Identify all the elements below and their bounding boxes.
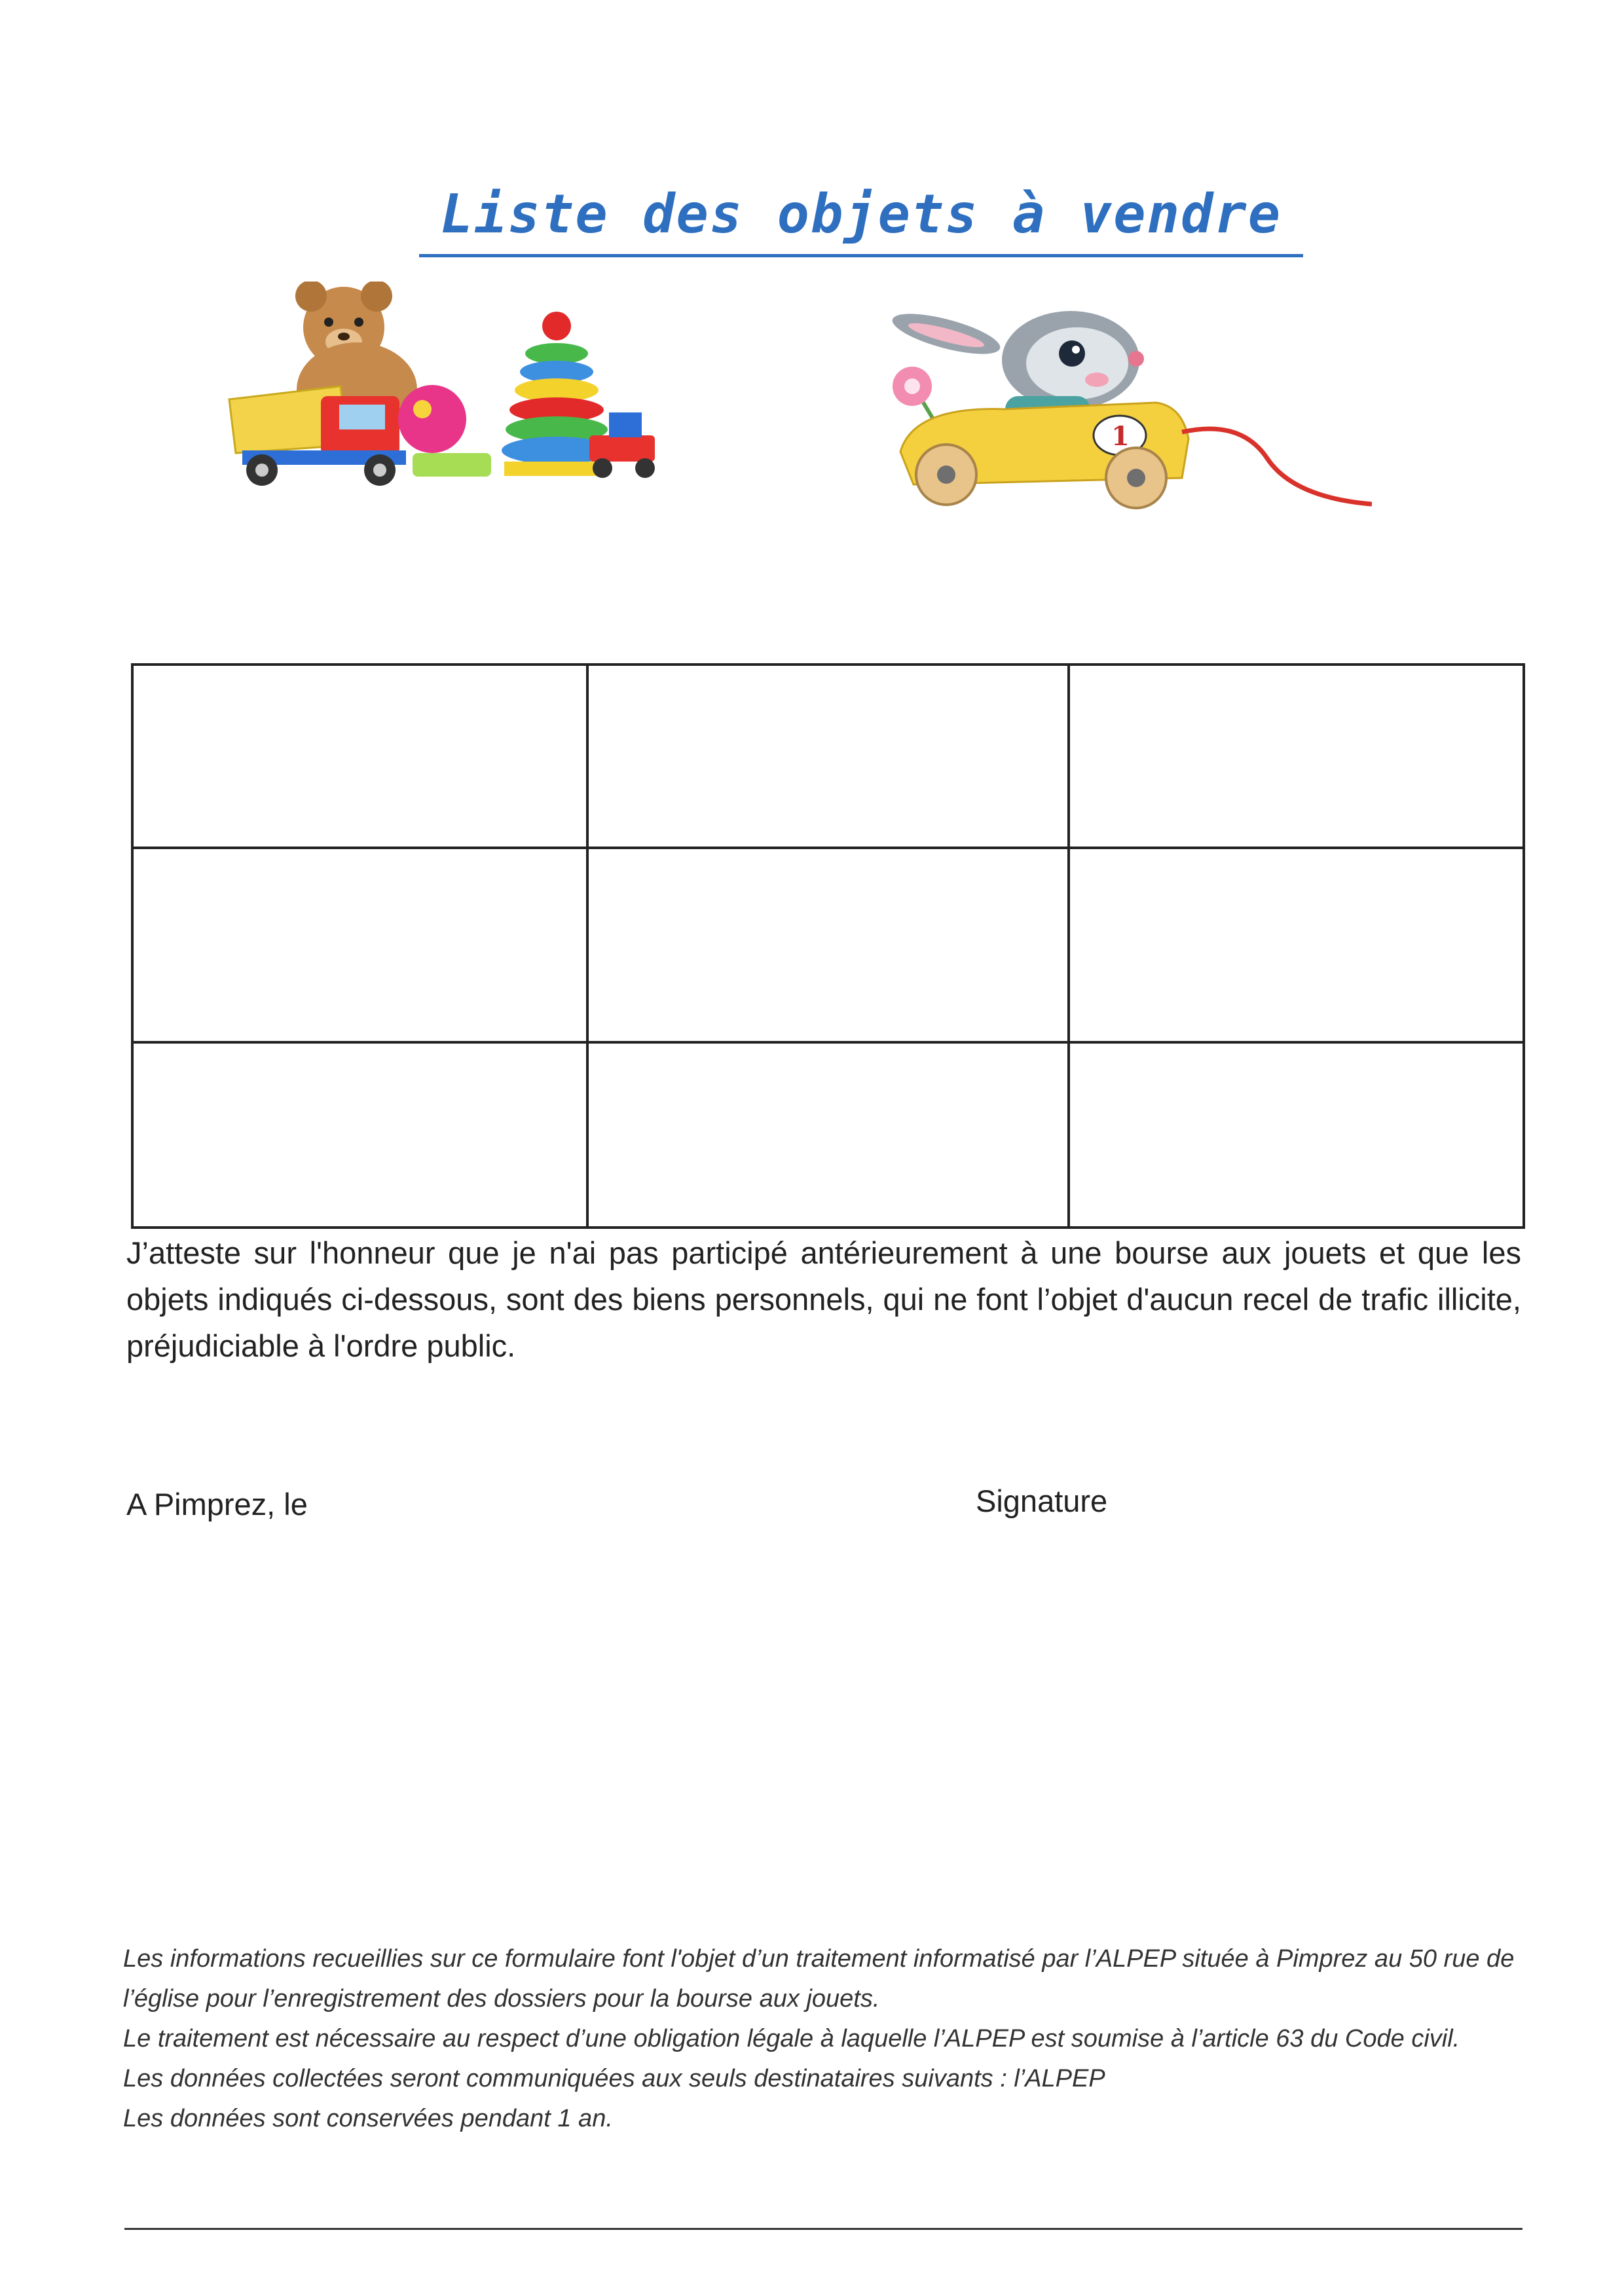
legal-paragraph: Les données collectées seront communiquées aux seuls destinataires suivants : l’ALPEP	[123, 2065, 1105, 2092]
toy-truck-icon	[229, 386, 406, 486]
table-cell[interactable]	[587, 848, 1069, 1042]
table-cell[interactable]	[587, 1042, 1069, 1228]
table-cell[interactable]	[132, 665, 587, 848]
table-cell[interactable]	[1069, 665, 1524, 848]
table-cell[interactable]	[1069, 1042, 1524, 1228]
title-underline	[419, 254, 1303, 257]
table-cell[interactable]	[1069, 848, 1524, 1042]
table-cell[interactable]	[132, 1042, 587, 1228]
legal-paragraph: Le traitement est nécessaire au respect d’une obligation légale à laquelle l’ALPEP est soumise à l’article 63 du Code civil.	[123, 2025, 1460, 2052]
rabbit-car-illustration-icon	[874, 288, 1372, 511]
toys-illustration-icon	[223, 282, 681, 498]
place-date-label: A Pimprez, le	[126, 1487, 308, 1522]
bottom-divider	[124, 2228, 1522, 2230]
page-title: Liste des objets à vendre	[440, 183, 1282, 246]
legal-notice	[123, 1939, 1528, 2139]
table-cell[interactable]	[587, 665, 1069, 848]
table-cell[interactable]	[132, 848, 587, 1042]
legal-paragraph: Les données sont conservées pendant 1 an.	[123, 2105, 613, 2132]
svg-text:1: 1	[1111, 421, 1130, 452]
attestation-text: J’atteste sur l'honneur que je n'ai pas participé antérieurement à une bourse aux jouets et que les objets indiqués ci-dessous, sont des biens personnels, qui ne font l’objet d'aucun recel de trafic illicite, préjudiciable à l'ordre public.	[126, 1235, 1521, 1363]
signature-label: Signature	[976, 1484, 1108, 1518]
items-table	[131, 663, 1525, 1229]
legal-paragraph: Les informations recueillies sur ce formulaire font l'objet d’un traitement informatisé par l’ALPEP située à Pimprez au 50 rue de l’église pour l’enregistrement des dossiers pour la bourse aux jouets.	[123, 1945, 1515, 2013]
